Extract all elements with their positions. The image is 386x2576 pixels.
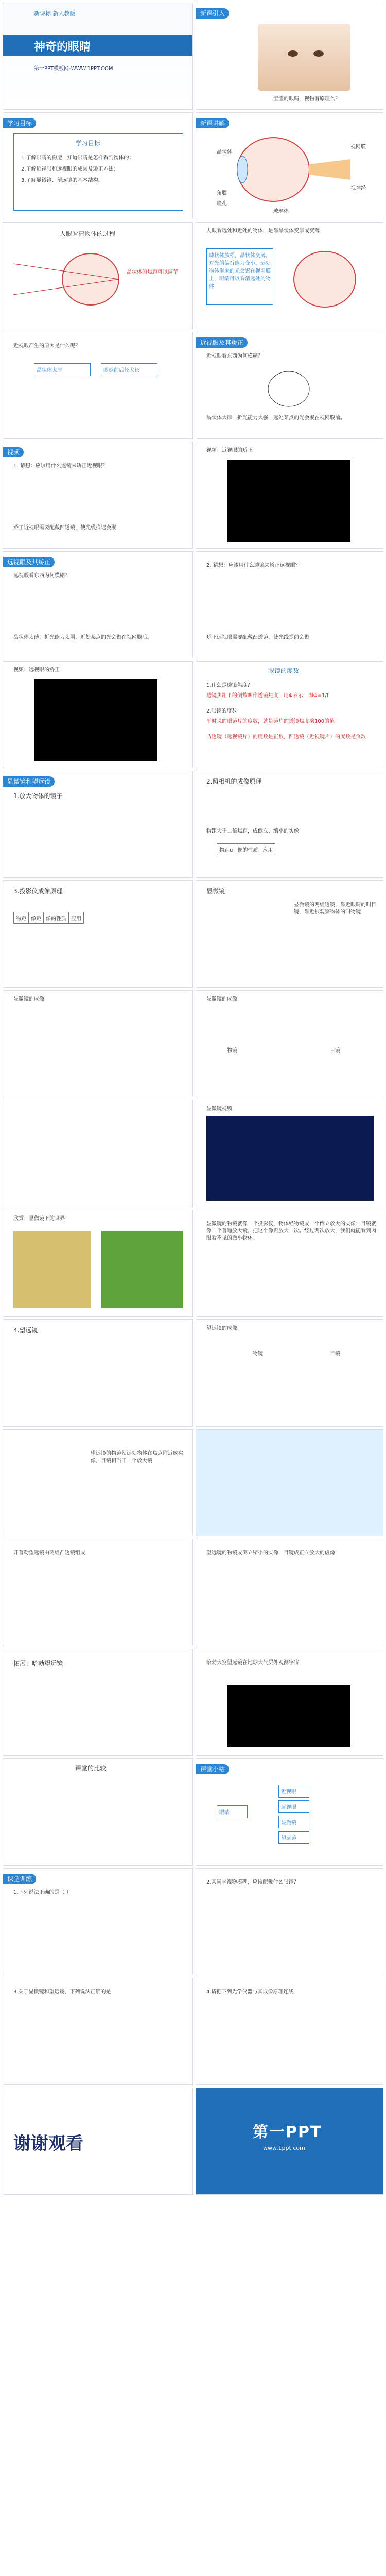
exercise-question: 1.下列说法正确的是（ ） xyxy=(13,1890,72,1895)
hyperopia-video-title: 视频：远视眼的矫正 xyxy=(13,667,60,673)
lens-power-line: 2.眼镜的度数 xyxy=(206,708,237,714)
myopia-video-slide xyxy=(196,442,383,549)
camera-slide xyxy=(196,771,383,878)
hyperopia-tag: 远视眼及其矫正 xyxy=(3,557,55,567)
myopia-question: 近视眼产生的原因是什么呢？ xyxy=(13,343,80,349)
projector-title: 3.投影仪成像原理 xyxy=(13,888,63,895)
objective-label: 物镜 xyxy=(253,1351,263,1357)
lens-power-title: 眼镜的度数 xyxy=(268,667,300,674)
lens-adjust-title: 人眼看远处和近处的物体，是靠晶状体变厚或变薄 xyxy=(206,228,320,234)
intro-question: 宝宝的眼睛，视物有原理么？ xyxy=(273,96,340,102)
eyepiece-label: 目镜 xyxy=(330,1048,340,1054)
hubble-title: 拓展：哈勃望远镜 xyxy=(13,1660,63,1667)
micro-world-title: 欣赏：显微镜下的世界 xyxy=(13,1216,65,1222)
eye-label: 瞳孔 xyxy=(217,201,227,207)
cover-slide xyxy=(3,3,193,110)
hyperopia-question: 远视眼看东西为何模糊？ xyxy=(13,573,70,579)
eye-label: 角膜 xyxy=(217,191,227,196)
compare-title: 课堂的比较 xyxy=(75,1765,107,1772)
lens-adjust-slide xyxy=(196,222,383,329)
microscope-video-title: 显微镜视频 xyxy=(206,1106,232,1112)
table-cell: 应用 xyxy=(69,912,84,924)
microscope-diagram-slide xyxy=(3,1100,193,1207)
myopia-video-title: 视频：近视眼的矫正 xyxy=(206,448,253,453)
lens-adjust-bubble: 睫状体放松，晶状体变薄，对光的偏折能力变小，远处物体射来的光会聚在视网膜上，眼睛可以看清远处的物体 xyxy=(206,248,273,305)
exercise-tag: 课堂训练 xyxy=(3,1874,36,1884)
logo-slide xyxy=(196,2088,383,2195)
myopia-answer: 晶状体太厚，折光能力太强，远处某点的光会聚在视网膜前。 xyxy=(206,415,345,421)
hyperopia-guess-slide xyxy=(196,551,383,658)
goal-2: 2.了解近视眼和远视眼的成因及矫正方法； xyxy=(21,166,119,172)
summary-slide xyxy=(196,1758,383,1866)
myopia-cause-slide xyxy=(3,332,193,439)
goal-3: 3.了解显微镜、望远镜的基本结构。 xyxy=(21,178,103,183)
myopia-question-2: 近视眼看东西为何模糊？ xyxy=(206,353,263,359)
compare-slide xyxy=(3,1758,193,1866)
magnifier-tag: 显微镜和望远镜 xyxy=(3,776,55,787)
focus-title: 人眼看清物体的过程 xyxy=(60,230,116,238)
telescope-diagram-title: 望远镜的成像 xyxy=(206,1326,237,1331)
projector-slide xyxy=(3,880,193,988)
hubble-photo xyxy=(227,1685,350,1747)
focus-process-slide xyxy=(3,222,193,329)
lens-power-line: 平时说的眼镜片的度数，就是镜片的透镜焦度乘100的值 xyxy=(206,719,335,724)
table-cell: 像的性质 xyxy=(44,912,69,924)
hyperopia-guess-answer: 矫正远视眼需要配戴凸透镜，使光线提前会聚 xyxy=(206,635,309,640)
lens-power-line: 凸透镜（远视镜片）的度数是正数，凹透镜（近视镜片）的度数是负数 xyxy=(206,734,366,740)
microscope-image-title: 显微镜的成像 xyxy=(13,996,44,1002)
micro-world-slide xyxy=(3,1210,193,1317)
hyperopia-video-player[interactable] xyxy=(34,679,157,761)
microscope-video-player[interactable] xyxy=(206,1116,374,1201)
summary-item: 眼睛 xyxy=(217,1805,248,1818)
camera-table xyxy=(217,843,275,855)
goals-slide xyxy=(3,112,193,219)
microscope-image-title: 显微镜的成像 xyxy=(206,996,237,1002)
telescope-principle-slide xyxy=(196,1429,383,1536)
cover-title: 神奇的眼睛 xyxy=(34,41,91,54)
micro-explain-text: 显微镜的物镜就像一个投影仪，物体经物镜成一个倒立放大的实像；目镜就像一个普通放大镜，把这个像再放大一次。经过两次放大，我们就能看到肉眼看不见的微小物体。 xyxy=(206,1221,376,1241)
goals-tag: 学习目标 xyxy=(3,118,36,128)
summary-item: 远视眼 xyxy=(278,1800,309,1813)
baby-eye-icon xyxy=(313,50,324,57)
lens-power-line: 1.什么是透镜焦度？ xyxy=(206,683,253,688)
myopia-box-2: 眼球前后径太长 xyxy=(101,363,157,376)
brand-logo: 第一PPT xyxy=(253,2123,322,2141)
myopia-guess-answer: 矫正近视眼需要配戴凹透镜，使光线推迟会聚 xyxy=(13,525,116,531)
kepler-text: 开普勒望远镜由两组凸透镜组成 xyxy=(13,1550,85,1556)
eye-structure-slide xyxy=(196,112,383,219)
myopia-video-player[interactable] xyxy=(227,460,350,542)
magnifier-slide xyxy=(3,771,193,878)
eye-label: 视网膜 xyxy=(350,144,366,150)
table-cell: 物距 xyxy=(14,912,29,924)
leaf-photo xyxy=(101,1231,183,1308)
exercise-slide-4 xyxy=(196,1978,383,2085)
exercise-slide-1 xyxy=(3,1868,193,1975)
table-cell: 物距u xyxy=(217,844,235,855)
myopia-diagram xyxy=(196,332,383,439)
myopia-box-1: 晶状体太厚 xyxy=(34,363,91,376)
myopia-guess-slide xyxy=(3,442,193,549)
myopia-tag: 近视眼及其矫正 xyxy=(196,337,248,348)
blank-space xyxy=(0,2197,386,2576)
hyperopia-guess-question: 2. 猜想：应该用什么透镜来矫正远视眼？ xyxy=(206,563,301,568)
microscope-image-left xyxy=(3,990,193,1097)
eye-structure-tag: 新课讲解 xyxy=(196,118,229,128)
baby-photo xyxy=(258,24,350,91)
microscope-video-slide xyxy=(196,1100,383,1207)
thanks-slide xyxy=(3,2088,193,2195)
goals-panel xyxy=(13,133,183,211)
exercise-question: 3.关于显微镜和望远镜，下列说法正确的是 xyxy=(13,1989,111,1995)
eye-label: 晶状体 xyxy=(217,149,232,155)
camera-title: 2.照相机的成像原理 xyxy=(206,778,262,785)
telescope-photo-slide xyxy=(3,1429,193,1536)
myopia-guess-tag: 视频 xyxy=(3,447,24,457)
projector-table xyxy=(13,912,84,924)
cover-badge: 新课标 新人教版 xyxy=(34,10,76,17)
hyperopia-answer: 晶状体太薄，折光能力太弱，近处某点的光会聚在视网膜后。 xyxy=(13,635,152,640)
exercise-slide-2 xyxy=(196,1868,383,1975)
microscope-image-right xyxy=(196,990,383,1097)
hyperopia-slide xyxy=(3,551,193,658)
intro-slide xyxy=(196,3,383,110)
intro-tag: 新课引入 xyxy=(196,8,229,19)
telescope-title: 4.望远镜 xyxy=(13,1327,38,1334)
cell-photo xyxy=(13,1231,91,1308)
lens-adjust-diagram xyxy=(196,223,383,329)
summary-item: 显微镜 xyxy=(278,1816,309,1828)
magnifier-title: 1.放大物体的镜子 xyxy=(13,792,63,800)
table-cell: 像距 xyxy=(29,912,44,924)
thanks-text: 谢谢观看 xyxy=(13,2133,83,2154)
cover-site: 第一PPT模板网-WWW.1PPT.COM xyxy=(34,66,113,72)
focus-text: 晶状体的焦距可以调节 xyxy=(127,269,178,275)
hyperopia-video-slide xyxy=(3,661,193,768)
telescope-image-slide xyxy=(196,1539,383,1646)
microscope-slide xyxy=(196,880,383,988)
microscope-title: 显微镜 xyxy=(206,888,225,895)
myopia-slide xyxy=(196,332,383,439)
kepler-slide xyxy=(3,1539,193,1646)
microscope-text: 显微镜的两组透镜，靠近眼睛的叫目镜，靠近被观察物体的叫物镜 xyxy=(294,902,376,915)
lens-power-line: 透镜焦距 f 的倒数叫作透镜焦度，用Φ表示，即Φ=1/f xyxy=(206,693,329,699)
myopia-guess-question: 1. 猜想：应该用什么透镜来矫正近视眼？ xyxy=(13,463,108,469)
hubble-photo-slide xyxy=(196,1649,383,1756)
table-cell: 像的性质 xyxy=(235,844,260,855)
exercise-slide-3 xyxy=(3,1978,193,2085)
goals-title: 学习目标 xyxy=(76,140,101,147)
eye-label: 玻璃体 xyxy=(273,209,289,214)
telescope-slide xyxy=(3,1319,193,1427)
eyepiece-label: 目镜 xyxy=(330,1351,340,1357)
cover-title-band xyxy=(3,35,193,56)
camera-text: 物距大于二倍焦距，成倒立、缩小的实像 xyxy=(206,828,299,834)
exercise-question: 4.请把下列光学仪器与其成像原理连线 xyxy=(206,1989,294,1995)
hubble-slide xyxy=(3,1649,193,1756)
summary-item: 望远镜 xyxy=(278,1831,309,1844)
exercise-question: 2.某同学视物模糊，应该配戴什么眼镜？ xyxy=(206,1879,299,1885)
telescope-photo-text: 望远镜的物镜使远处物体在焦点附近成实像，目镜相当于一个放大镜 xyxy=(91,1451,183,1464)
table-cell: 应用 xyxy=(260,844,275,855)
lens-power-slide xyxy=(196,661,383,768)
telescope-diagram-slide xyxy=(196,1319,383,1427)
hubble-text: 哈勃太空望远镜在地球大气层外观测宇宙 xyxy=(206,1660,299,1666)
telescope-image-text: 望远镜的物镜成倒立缩小的实像，目镜成正立放大的虚像 xyxy=(206,1550,335,1556)
eye-label: 视神经 xyxy=(350,185,366,191)
goal-1: 1.了解眼睛的构造，知道眼睛是怎样看到物体的； xyxy=(21,155,134,161)
objective-label: 物镜 xyxy=(227,1048,237,1054)
brand-url: www.1ppt.com xyxy=(263,2145,305,2151)
micro-explain-slide xyxy=(196,1210,383,1317)
baby-eye-icon xyxy=(288,50,298,57)
summary-item: 近视眼 xyxy=(278,1785,309,1798)
summary-tag: 课堂小结 xyxy=(196,1764,229,1774)
